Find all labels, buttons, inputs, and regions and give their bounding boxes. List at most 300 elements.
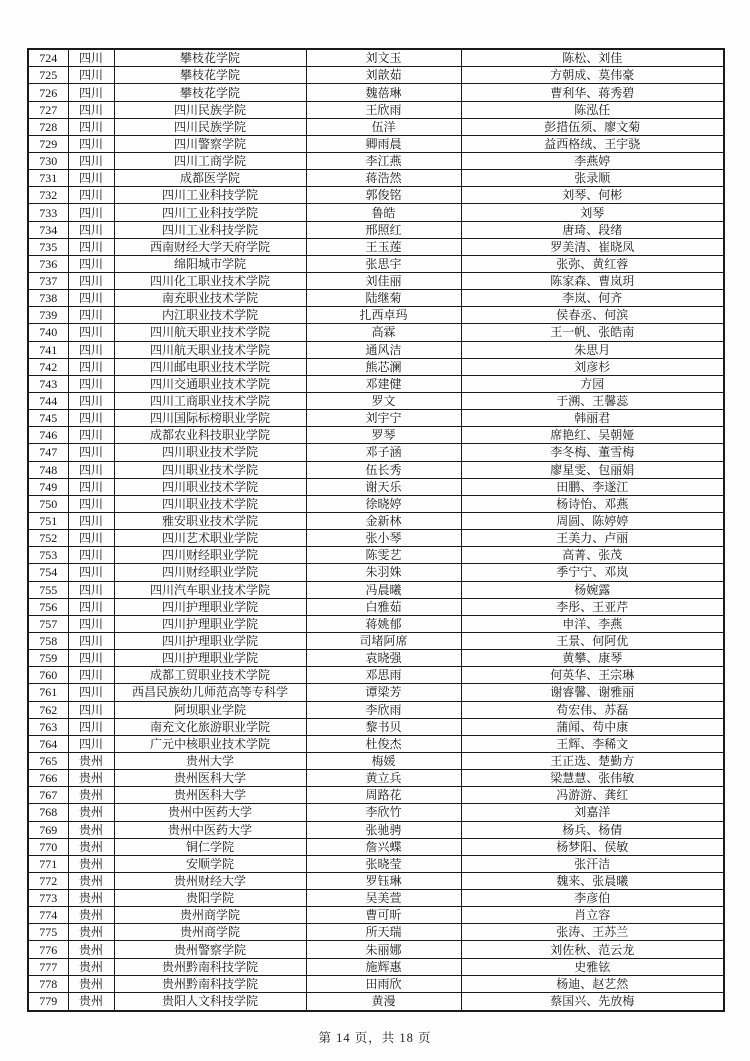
cell-student-name: 熊芯澜 — [306, 358, 461, 375]
cell-province: 四川 — [68, 735, 114, 752]
cell-serial-number: 739 — [28, 307, 68, 324]
table-row — [28, 855, 724, 872]
cell-serial-number: 779 — [28, 992, 68, 1011]
cell-province: 四川 — [68, 598, 114, 615]
cell-advisors: 陈家森、曹岚玥 — [461, 273, 724, 290]
cell-school: 四川艺术职业学院 — [114, 530, 306, 547]
cell-province: 贵州 — [68, 787, 114, 804]
cell-advisors: 王正选、楚勤方 — [461, 752, 724, 769]
cell-serial-number: 728 — [28, 118, 68, 135]
cell-school: 成都农业科技职业学院 — [114, 427, 306, 444]
cell-student-name: 刘宇宁 — [306, 410, 461, 427]
cell-province: 四川 — [68, 67, 114, 84]
table-row — [28, 667, 724, 684]
cell-student-name: 梅媛 — [306, 752, 461, 769]
cell-student-name: 邓建健 — [306, 375, 461, 392]
cell-province: 四川 — [68, 718, 114, 735]
table-row — [28, 255, 724, 272]
cell-advisors: 刘琴 — [461, 204, 724, 221]
cell-province: 四川 — [68, 101, 114, 118]
cell-advisors: 李彦伯 — [461, 890, 724, 907]
page-number-footer: 第 14 页，共 18 页 — [318, 1031, 432, 1045]
cell-student-name: 扎西卓玛 — [306, 307, 461, 324]
cell-province: 四川 — [68, 290, 114, 307]
cell-school: 西南财经大学天府学院 — [114, 238, 306, 255]
table-row — [28, 512, 724, 529]
table-row — [28, 770, 724, 787]
cell-province: 贵州 — [68, 804, 114, 821]
cell-province: 四川 — [68, 581, 114, 598]
cell-serial-number: 736 — [28, 255, 68, 272]
cell-province: 四川 — [68, 375, 114, 392]
table-row — [28, 392, 724, 409]
cell-student-name: 黎书贝 — [306, 718, 461, 735]
cell-serial-number: 776 — [28, 941, 68, 958]
cell-school: 攀枝花学院 — [114, 49, 306, 67]
table-row — [28, 598, 724, 615]
cell-province: 四川 — [68, 547, 114, 564]
cell-serial-number: 778 — [28, 975, 68, 992]
cell-advisors: 陈松、刘佳 — [461, 49, 724, 67]
cell-province: 四川 — [68, 444, 114, 461]
cell-school: 贵州中医药大学 — [114, 804, 306, 821]
cell-student-name: 所天瑞 — [306, 924, 461, 941]
cell-advisors: 张录顺 — [461, 170, 724, 187]
cell-province: 四川 — [68, 118, 114, 135]
cell-student-name: 邓思雨 — [306, 667, 461, 684]
table-row — [28, 564, 724, 581]
cell-serial-number: 757 — [28, 615, 68, 632]
cell-advisors: 于溯、王馨蕊 — [461, 392, 724, 409]
cell-student-name: 谢天乐 — [306, 478, 461, 495]
cell-advisors: 李岚、何齐 — [461, 290, 724, 307]
cell-student-name: 鲁皓 — [306, 204, 461, 221]
cell-province: 四川 — [68, 238, 114, 255]
cell-student-name: 魏蓓琳 — [306, 84, 461, 101]
cell-school: 四川警察学院 — [114, 135, 306, 152]
cell-advisors: 谢睿馨、谢雅丽 — [461, 684, 724, 701]
cell-school: 安顺学院 — [114, 855, 306, 872]
cell-province: 四川 — [68, 650, 114, 667]
cell-advisors: 魏来、张晨曦 — [461, 872, 724, 889]
cell-serial-number: 767 — [28, 787, 68, 804]
table-row — [28, 478, 724, 495]
cell-advisors: 刘嘉洋 — [461, 804, 724, 821]
cell-school: 四川护理职业学院 — [114, 615, 306, 632]
cell-serial-number: 754 — [28, 564, 68, 581]
cell-advisors: 张涛、王苏兰 — [461, 924, 724, 941]
table-row — [28, 787, 724, 804]
cell-serial-number: 747 — [28, 444, 68, 461]
cell-province: 四川 — [68, 564, 114, 581]
cell-advisors: 彭措伍须、廖文菊 — [461, 118, 724, 135]
cell-school: 成都工贸职业技术学院 — [114, 667, 306, 684]
cell-serial-number: 737 — [28, 273, 68, 290]
cell-student-name: 司堵阿席 — [306, 632, 461, 649]
cell-advisors: 方朝成、莫伟豪 — [461, 67, 724, 84]
cell-serial-number: 724 — [28, 49, 68, 67]
cell-school: 攀枝花学院 — [114, 84, 306, 101]
cell-student-name: 吴美萱 — [306, 890, 461, 907]
cell-student-name: 曹可昕 — [306, 907, 461, 924]
cell-student-name: 冯晨曦 — [306, 581, 461, 598]
cell-serial-number: 735 — [28, 238, 68, 255]
table-row — [28, 735, 724, 752]
cell-student-name: 谭梁芳 — [306, 684, 461, 701]
cell-student-name: 刘佳丽 — [306, 273, 461, 290]
table-row — [28, 307, 724, 324]
cell-advisors: 朱思月 — [461, 341, 724, 358]
cell-school: 贵阳人文科技学院 — [114, 992, 306, 1011]
cell-province: 四川 — [68, 187, 114, 204]
cell-school: 四川化工职业技术学院 — [114, 273, 306, 290]
cell-school: 铜仁学院 — [114, 838, 306, 855]
cell-school: 四川汽车职业技术学院 — [114, 581, 306, 598]
cell-advisors: 刘佐秋、范云龙 — [461, 941, 724, 958]
cell-province: 四川 — [68, 615, 114, 632]
cell-student-name: 张小琴 — [306, 530, 461, 547]
table-row — [28, 187, 724, 204]
cell-advisors: 方园 — [461, 375, 724, 392]
table-row — [28, 410, 724, 427]
cell-province: 贵州 — [68, 975, 114, 992]
cell-province: 四川 — [68, 153, 114, 170]
cell-province: 四川 — [68, 84, 114, 101]
cell-province: 四川 — [68, 204, 114, 221]
table-row — [28, 238, 724, 255]
cell-student-name: 李欣竹 — [306, 804, 461, 821]
cell-advisors: 刘彦杉 — [461, 358, 724, 375]
cell-school: 贵州医科大学 — [114, 787, 306, 804]
cell-province: 贵州 — [68, 872, 114, 889]
cell-student-name: 王欣雨 — [306, 101, 461, 118]
results-table-body — [28, 49, 724, 1011]
cell-advisors: 罗美清、崔晓凤 — [461, 238, 724, 255]
table-row — [28, 204, 724, 221]
cell-province: 四川 — [68, 341, 114, 358]
table-row — [28, 290, 724, 307]
cell-serial-number: 731 — [28, 170, 68, 187]
cell-serial-number: 727 — [28, 101, 68, 118]
table-row — [28, 67, 724, 84]
cell-serial-number: 763 — [28, 718, 68, 735]
table-row — [28, 650, 724, 667]
cell-student-name: 白雅茹 — [306, 598, 461, 615]
cell-student-name: 卿雨晨 — [306, 135, 461, 152]
cell-advisors: 王辉、李稀文 — [461, 735, 724, 752]
cell-province: 四川 — [68, 701, 114, 718]
table-row — [28, 427, 724, 444]
cell-student-name: 伍洋 — [306, 118, 461, 135]
cell-serial-number: 745 — [28, 410, 68, 427]
cell-province: 四川 — [68, 307, 114, 324]
table-row — [28, 958, 724, 975]
cell-advisors: 张汗洁 — [461, 855, 724, 872]
cell-advisors: 黄攀、康琴 — [461, 650, 724, 667]
cell-school: 四川护理职业学院 — [114, 598, 306, 615]
table-row — [28, 547, 724, 564]
table-row — [28, 358, 724, 375]
cell-school: 四川工业科技学院 — [114, 221, 306, 238]
cell-province: 四川 — [68, 461, 114, 478]
cell-province: 四川 — [68, 684, 114, 701]
cell-province: 四川 — [68, 427, 114, 444]
table-row — [28, 273, 724, 290]
table-row — [28, 975, 724, 992]
cell-serial-number: 732 — [28, 187, 68, 204]
cell-province: 贵州 — [68, 838, 114, 855]
cell-advisors: 杨诗怡、邓燕 — [461, 495, 724, 512]
table-row — [28, 444, 724, 461]
cell-serial-number: 726 — [28, 84, 68, 101]
cell-school: 贵州黔南科技学院 — [114, 958, 306, 975]
cell-student-name: 罗钰琳 — [306, 872, 461, 889]
cell-student-name: 金新林 — [306, 512, 461, 529]
cell-school: 四川职业技术学院 — [114, 495, 306, 512]
table-row — [28, 84, 724, 101]
table-row — [28, 170, 724, 187]
cell-province: 贵州 — [68, 941, 114, 958]
cell-school: 广元中核职业技术学院 — [114, 735, 306, 752]
cell-serial-number: 756 — [28, 598, 68, 615]
cell-school: 四川财经职业学院 — [114, 564, 306, 581]
cell-serial-number: 771 — [28, 855, 68, 872]
cell-school: 贵州中医药大学 — [114, 821, 306, 838]
cell-serial-number: 760 — [28, 667, 68, 684]
cell-school: 南充职业技术学院 — [114, 290, 306, 307]
cell-province: 四川 — [68, 135, 114, 152]
cell-serial-number: 729 — [28, 135, 68, 152]
table-row — [28, 718, 724, 735]
cell-student-name: 陈雯艺 — [306, 547, 461, 564]
cell-advisors: 杨兵、杨倩 — [461, 821, 724, 838]
cell-province: 四川 — [68, 667, 114, 684]
cell-serial-number: 743 — [28, 375, 68, 392]
cell-school: 四川工商学院 — [114, 153, 306, 170]
cell-school: 绵阳城市学院 — [114, 255, 306, 272]
cell-serial-number: 738 — [28, 290, 68, 307]
cell-school: 内江职业技术学院 — [114, 307, 306, 324]
table-row — [28, 632, 724, 649]
cell-advisors: 曹利华、蒋秀碧 — [461, 84, 724, 101]
cell-serial-number: 753 — [28, 547, 68, 564]
cell-advisors: 张弥、黄红蓉 — [461, 255, 724, 272]
cell-province: 四川 — [68, 530, 114, 547]
cell-student-name: 周路花 — [306, 787, 461, 804]
table-row — [28, 581, 724, 598]
cell-advisors: 高菁、张茂 — [461, 547, 724, 564]
cell-student-name: 郭俊铭 — [306, 187, 461, 204]
cell-school: 四川航天职业技术学院 — [114, 341, 306, 358]
cell-serial-number: 740 — [28, 324, 68, 341]
cell-school: 成都医学院 — [114, 170, 306, 187]
cell-serial-number: 761 — [28, 684, 68, 701]
table-row — [28, 941, 724, 958]
cell-student-name: 刘文玉 — [306, 49, 461, 67]
cell-province: 贵州 — [68, 770, 114, 787]
cell-serial-number: 765 — [28, 752, 68, 769]
cell-student-name: 袁晓强 — [306, 650, 461, 667]
cell-serial-number: 769 — [28, 821, 68, 838]
cell-advisors: 王景、何阿优 — [461, 632, 724, 649]
table-row — [28, 684, 724, 701]
cell-school: 四川护理职业学院 — [114, 650, 306, 667]
cell-school: 贵州商学院 — [114, 924, 306, 941]
cell-school: 四川职业技术学院 — [114, 478, 306, 495]
cell-student-name: 刘歆茹 — [306, 67, 461, 84]
table-row — [28, 615, 724, 632]
cell-serial-number: 748 — [28, 461, 68, 478]
cell-student-name: 李欣雨 — [306, 701, 461, 718]
cell-serial-number: 775 — [28, 924, 68, 941]
cell-advisors: 李彤、王亚芹 — [461, 598, 724, 615]
cell-school: 阿坝职业学院 — [114, 701, 306, 718]
cell-advisors: 申洋、李燕 — [461, 615, 724, 632]
cell-serial-number: 752 — [28, 530, 68, 547]
table-row — [28, 135, 724, 152]
cell-serial-number: 741 — [28, 341, 68, 358]
cell-province: 四川 — [68, 478, 114, 495]
table-row — [28, 838, 724, 855]
cell-province: 贵州 — [68, 855, 114, 872]
table-row — [28, 924, 724, 941]
cell-school: 贵州商学院 — [114, 907, 306, 924]
cell-school: 四川职业技术学院 — [114, 461, 306, 478]
table-row — [28, 530, 724, 547]
cell-province: 四川 — [68, 221, 114, 238]
table-row — [28, 804, 724, 821]
cell-advisors: 王一帆、张皓南 — [461, 324, 724, 341]
cell-student-name: 蒋姚郁 — [306, 615, 461, 632]
cell-advisors: 韩丽君 — [461, 410, 724, 427]
cell-school: 贵州警察学院 — [114, 941, 306, 958]
cell-province: 贵州 — [68, 958, 114, 975]
cell-advisors: 李冬梅、董雪梅 — [461, 444, 724, 461]
cell-student-name: 杜俊杰 — [306, 735, 461, 752]
table-row — [28, 495, 724, 512]
table-row — [28, 461, 724, 478]
cell-province: 四川 — [68, 358, 114, 375]
cell-advisors: 刘琴、何彬 — [461, 187, 724, 204]
results-table — [27, 48, 725, 1012]
cell-province: 贵州 — [68, 752, 114, 769]
cell-serial-number: 774 — [28, 907, 68, 924]
table-row — [28, 118, 724, 135]
table-row — [28, 752, 724, 769]
cell-serial-number: 742 — [28, 358, 68, 375]
cell-student-name: 通风洁 — [306, 341, 461, 358]
cell-serial-number: 773 — [28, 890, 68, 907]
cell-advisors: 席艳红、吴朝娅 — [461, 427, 724, 444]
cell-serial-number: 733 — [28, 204, 68, 221]
table-row — [28, 821, 724, 838]
cell-serial-number: 758 — [28, 632, 68, 649]
cell-student-name: 罗文 — [306, 392, 461, 409]
cell-school: 四川交通职业技术学院 — [114, 375, 306, 392]
cell-student-name: 朱丽娜 — [306, 941, 461, 958]
cell-student-name: 王玉莲 — [306, 238, 461, 255]
cell-advisors: 周圆、陈婷婷 — [461, 512, 724, 529]
cell-province: 四川 — [68, 273, 114, 290]
cell-serial-number: 730 — [28, 153, 68, 170]
cell-student-name: 施辉惠 — [306, 958, 461, 975]
cell-school: 南充文化旅游职业学院 — [114, 718, 306, 735]
cell-advisors: 史雅铉 — [461, 958, 724, 975]
cell-advisors: 冯游游、龚红 — [461, 787, 724, 804]
cell-serial-number: 750 — [28, 495, 68, 512]
cell-advisors: 苟宏伟、苏磊 — [461, 701, 724, 718]
cell-school: 贵州医科大学 — [114, 770, 306, 787]
cell-student-name: 黄漫 — [306, 992, 461, 1011]
cell-province: 四川 — [68, 632, 114, 649]
cell-school: 四川职业技术学院 — [114, 444, 306, 461]
cell-student-name: 邢照红 — [306, 221, 461, 238]
cell-serial-number: 759 — [28, 650, 68, 667]
cell-serial-number: 749 — [28, 478, 68, 495]
cell-school: 四川航天职业技术学院 — [114, 324, 306, 341]
cell-advisors: 陈泓任 — [461, 101, 724, 118]
cell-student-name: 陆继菊 — [306, 290, 461, 307]
table-row — [28, 324, 724, 341]
cell-advisors: 蔡国兴、先放梅 — [461, 992, 724, 1011]
cell-advisors: 梁慧慧、张伟敏 — [461, 770, 724, 787]
cell-province: 四川 — [68, 324, 114, 341]
cell-advisors: 侯春丞、何滨 — [461, 307, 724, 324]
cell-province: 贵州 — [68, 890, 114, 907]
cell-school: 贵州财经大学 — [114, 872, 306, 889]
table-row — [28, 49, 724, 67]
cell-school: 四川工业科技学院 — [114, 187, 306, 204]
cell-province: 四川 — [68, 512, 114, 529]
cell-student-name: 徐晓婷 — [306, 495, 461, 512]
cell-school: 贵州黔南科技学院 — [114, 975, 306, 992]
cell-student-name: 蒋浩然 — [306, 170, 461, 187]
cell-province: 四川 — [68, 170, 114, 187]
cell-advisors: 李燕婷 — [461, 153, 724, 170]
table-row — [28, 890, 724, 907]
cell-student-name: 朱羽姝 — [306, 564, 461, 581]
cell-student-name: 高霖 — [306, 324, 461, 341]
table-row — [28, 992, 724, 1011]
cell-school: 四川民族学院 — [114, 101, 306, 118]
cell-student-name: 田雨欣 — [306, 975, 461, 992]
cell-school: 四川邮电职业技术学院 — [114, 358, 306, 375]
cell-advisors: 何英华、王宗琳 — [461, 667, 724, 684]
cell-serial-number: 734 — [28, 221, 68, 238]
cell-province: 四川 — [68, 495, 114, 512]
cell-student-name: 伍长秀 — [306, 461, 461, 478]
cell-student-name: 罗琴 — [306, 427, 461, 444]
cell-serial-number: 768 — [28, 804, 68, 821]
cell-school: 雅安职业技术学院 — [114, 512, 306, 529]
cell-serial-number: 766 — [28, 770, 68, 787]
table-row — [28, 907, 724, 924]
table-row — [28, 375, 724, 392]
cell-advisors: 季宁宁、邓岚 — [461, 564, 724, 581]
cell-student-name: 黄立兵 — [306, 770, 461, 787]
cell-school: 四川工业科技学院 — [114, 204, 306, 221]
cell-serial-number: 770 — [28, 838, 68, 855]
cell-serial-number: 746 — [28, 427, 68, 444]
cell-province: 四川 — [68, 255, 114, 272]
cell-student-name: 邓子涵 — [306, 444, 461, 461]
cell-advisors: 杨婉露 — [461, 581, 724, 598]
cell-serial-number: 762 — [28, 701, 68, 718]
cell-advisors: 蒲闻、苟中康 — [461, 718, 724, 735]
cell-student-name: 张驰骋 — [306, 821, 461, 838]
table-row — [28, 153, 724, 170]
cell-province: 贵州 — [68, 924, 114, 941]
